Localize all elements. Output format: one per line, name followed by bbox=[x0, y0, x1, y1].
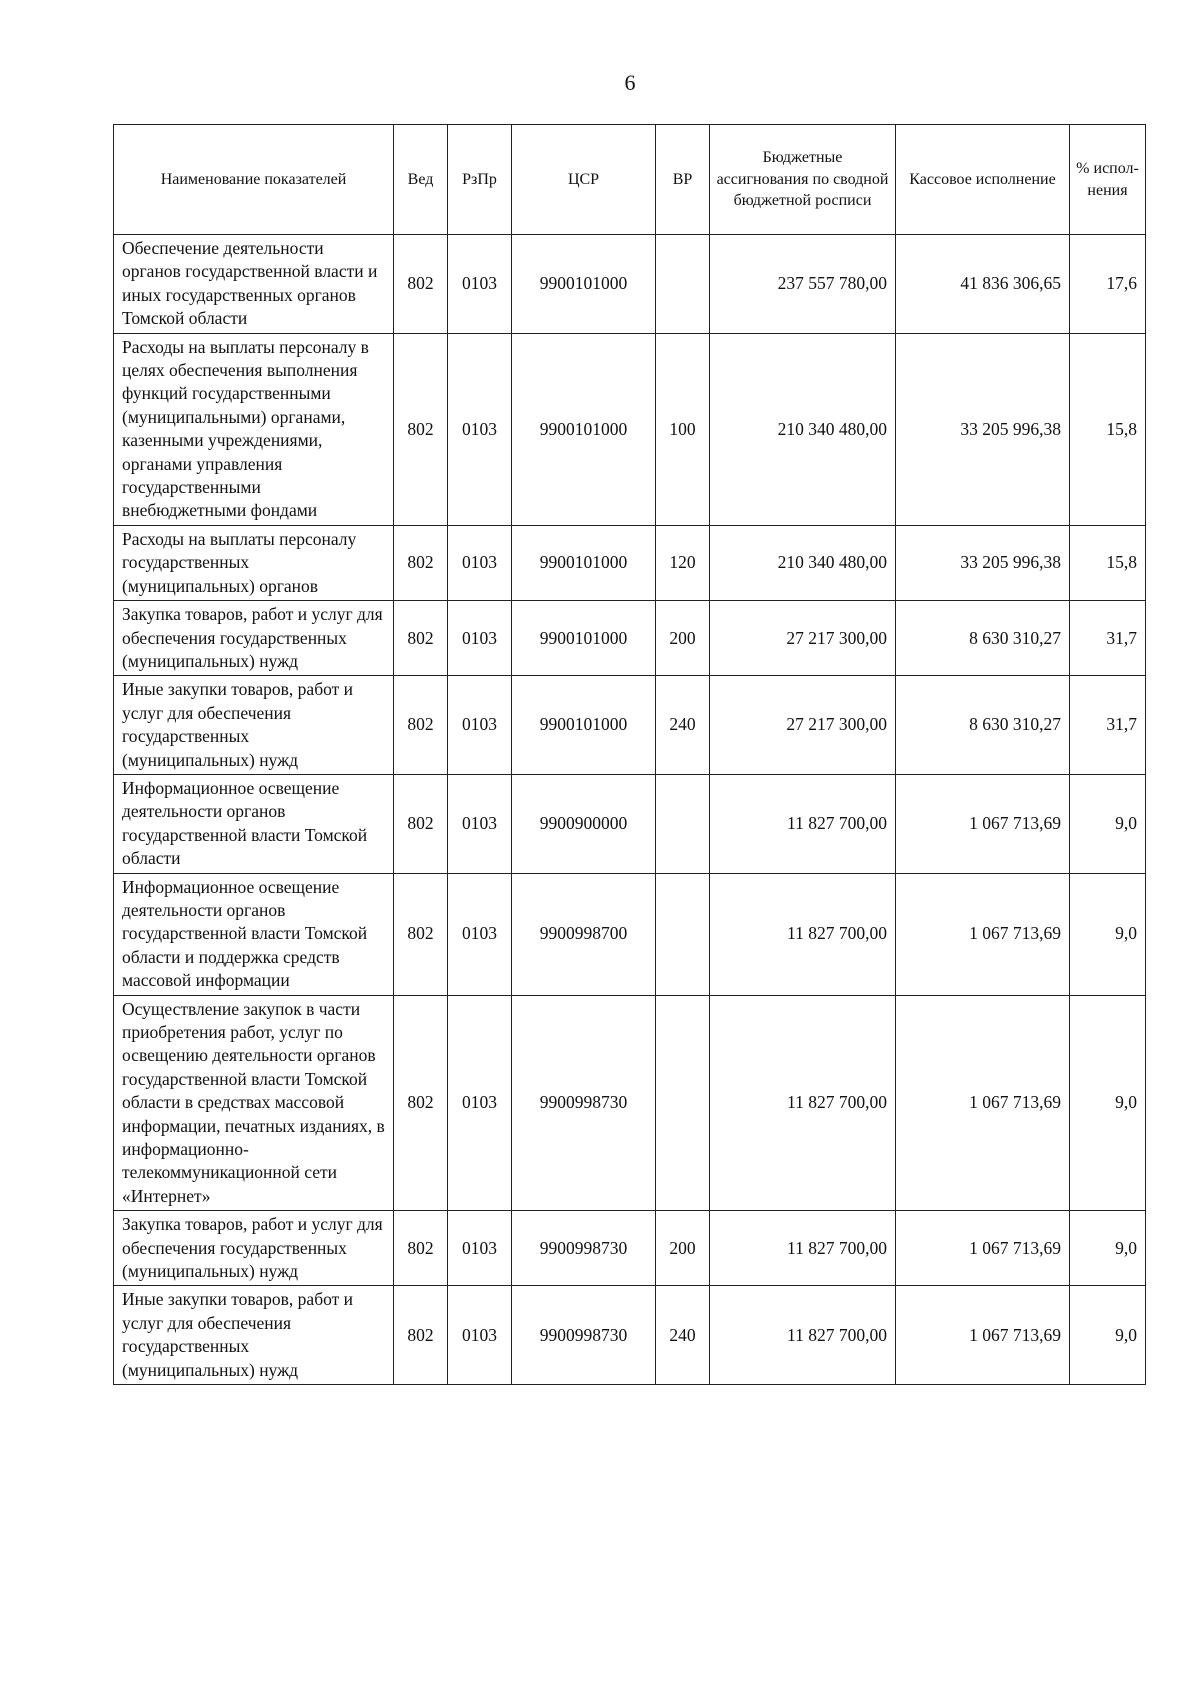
row-csr: 9900101000 bbox=[512, 601, 656, 676]
row-name: Расходы на выплаты персоналу в целях обеспечения выполнения функций государственными (муниципальными) органами, казенными учреждениями, органами управления государственными внебюджетными фондами bbox=[114, 333, 394, 525]
table-header-row bbox=[114, 125, 1146, 235]
row-rzpr: 0103 bbox=[448, 995, 512, 1211]
row-pct: 15,8 bbox=[1070, 333, 1146, 525]
table-row bbox=[114, 873, 1146, 995]
row-pct: 9,0 bbox=[1070, 774, 1146, 873]
row-cash: 1 067 713,69 bbox=[896, 774, 1070, 873]
row-rzpr: 0103 bbox=[448, 235, 512, 334]
budget-execution-table bbox=[113, 124, 1146, 1385]
row-rzpr: 0103 bbox=[448, 601, 512, 676]
row-csr: 9900998730 bbox=[512, 1211, 656, 1286]
row-csr: 9900101000 bbox=[512, 676, 656, 775]
row-cash: 8 630 310,27 bbox=[896, 601, 1070, 676]
row-ved: 802 bbox=[394, 676, 448, 775]
row-cash: 1 067 713,69 bbox=[896, 873, 1070, 995]
row-ved: 802 bbox=[394, 333, 448, 525]
row-pct: 31,7 bbox=[1070, 601, 1146, 676]
row-csr: 9900998730 bbox=[512, 995, 656, 1211]
header-pct: % испол-нения bbox=[1070, 125, 1146, 235]
row-name: Закупка товаров, работ и услуг для обеспечения государственных (муниципальных) нужд bbox=[114, 601, 394, 676]
table-row bbox=[114, 1211, 1146, 1286]
header-name: Наименование показателей bbox=[114, 125, 394, 235]
header-ved: Вед bbox=[394, 125, 448, 235]
row-csr: 9900101000 bbox=[512, 525, 656, 600]
row-name: Информационное освещение деятельности органов государственной власти Томской области bbox=[114, 774, 394, 873]
row-budget: 27 217 300,00 bbox=[710, 676, 896, 775]
row-vr: 200 bbox=[656, 1211, 710, 1286]
row-ved: 802 bbox=[394, 1211, 448, 1286]
row-name: Обеспечение деятельности органов государственной власти и иных государственных органов Томской области bbox=[114, 235, 394, 334]
page-number: 6 bbox=[624, 70, 636, 95]
row-name: Закупка товаров, работ и услуг для обеспечения государственных (муниципальных) нужд bbox=[114, 1211, 394, 1286]
row-budget: 11 827 700,00 bbox=[710, 873, 896, 995]
row-rzpr: 0103 bbox=[448, 1286, 512, 1385]
row-vr: 100 bbox=[656, 333, 710, 525]
header-rzpr: РзПр bbox=[448, 125, 512, 235]
row-vr: 240 bbox=[656, 1286, 710, 1385]
table-row bbox=[114, 995, 1146, 1211]
row-cash: 1 067 713,69 bbox=[896, 1286, 1070, 1385]
row-cash: 1 067 713,69 bbox=[896, 1211, 1070, 1286]
row-vr bbox=[656, 995, 710, 1211]
row-budget: 11 827 700,00 bbox=[710, 1211, 896, 1286]
row-csr: 9900900000 bbox=[512, 774, 656, 873]
row-ved: 802 bbox=[394, 1286, 448, 1385]
row-rzpr: 0103 bbox=[448, 1211, 512, 1286]
table-row bbox=[114, 525, 1146, 600]
row-budget: 11 827 700,00 bbox=[710, 774, 896, 873]
row-pct: 9,0 bbox=[1070, 995, 1146, 1211]
row-name: Информационное освещение деятельности органов государственной власти Томской области и поддержка средств массовой информации bbox=[114, 873, 394, 995]
table-row bbox=[114, 676, 1146, 775]
row-cash: 33 205 996,38 bbox=[896, 525, 1070, 600]
row-name: Иные закупки товаров, работ и услуг для обеспечения государственных (муниципальных) нужд bbox=[114, 676, 394, 775]
row-vr: 200 bbox=[656, 601, 710, 676]
header-cash: Кассовое исполнение bbox=[896, 125, 1070, 235]
row-csr: 9900998700 bbox=[512, 873, 656, 995]
header-budget: Бюджетные ассигнования по сводной бюджетной росписи bbox=[710, 125, 896, 235]
row-pct: 9,0 bbox=[1070, 873, 1146, 995]
row-rzpr: 0103 bbox=[448, 676, 512, 775]
row-vr: 120 bbox=[656, 525, 710, 600]
row-budget: 210 340 480,00 bbox=[710, 333, 896, 525]
table-row bbox=[114, 333, 1146, 525]
row-pct: 9,0 bbox=[1070, 1211, 1146, 1286]
row-csr: 9900998730 bbox=[512, 1286, 656, 1385]
row-ved: 802 bbox=[394, 235, 448, 334]
row-ved: 802 bbox=[394, 774, 448, 873]
row-budget: 237 557 780,00 bbox=[710, 235, 896, 334]
row-budget: 11 827 700,00 bbox=[710, 995, 896, 1211]
row-ved: 802 bbox=[394, 525, 448, 600]
table-row bbox=[114, 601, 1146, 676]
row-pct: 9,0 bbox=[1070, 1286, 1146, 1385]
row-cash: 8 630 310,27 bbox=[896, 676, 1070, 775]
row-pct: 15,8 bbox=[1070, 525, 1146, 600]
row-budget: 11 827 700,00 bbox=[710, 1286, 896, 1385]
row-name: Расходы на выплаты персоналу государственных (муниципальных) органов bbox=[114, 525, 394, 600]
row-cash: 33 205 996,38 bbox=[896, 333, 1070, 525]
table-row bbox=[114, 235, 1146, 334]
header-csr: ЦСР bbox=[512, 125, 656, 235]
row-vr: 240 bbox=[656, 676, 710, 775]
row-rzpr: 0103 bbox=[448, 774, 512, 873]
row-vr bbox=[656, 235, 710, 334]
row-name: Осуществление закупок в части приобретения работ, услуг по освещению деятельности органов государственной власти Томской области в средствах массовой информации, печатных изданиях, в информационно-телекоммуникационной сети «Интернет» bbox=[114, 995, 394, 1211]
row-rzpr: 0103 bbox=[448, 333, 512, 525]
row-ved: 802 bbox=[394, 601, 448, 676]
table-row bbox=[114, 1286, 1146, 1385]
row-budget: 210 340 480,00 bbox=[710, 525, 896, 600]
row-csr: 9900101000 bbox=[512, 333, 656, 525]
row-rzpr: 0103 bbox=[448, 525, 512, 600]
row-ved: 802 bbox=[394, 995, 448, 1211]
row-vr bbox=[656, 873, 710, 995]
row-ved: 802 bbox=[394, 873, 448, 995]
row-budget: 27 217 300,00 bbox=[710, 601, 896, 676]
row-cash: 1 067 713,69 bbox=[896, 995, 1070, 1211]
row-pct: 17,6 bbox=[1070, 235, 1146, 334]
row-name: Иные закупки товаров, работ и услуг для обеспечения государственных (муниципальных) нужд bbox=[114, 1286, 394, 1385]
row-rzpr: 0103 bbox=[448, 873, 512, 995]
row-vr bbox=[656, 774, 710, 873]
row-csr: 9900101000 bbox=[512, 235, 656, 334]
row-cash: 41 836 306,65 bbox=[896, 235, 1070, 334]
table-row bbox=[114, 774, 1146, 873]
row-pct: 31,7 bbox=[1070, 676, 1146, 775]
header-vr: ВР bbox=[656, 125, 710, 235]
